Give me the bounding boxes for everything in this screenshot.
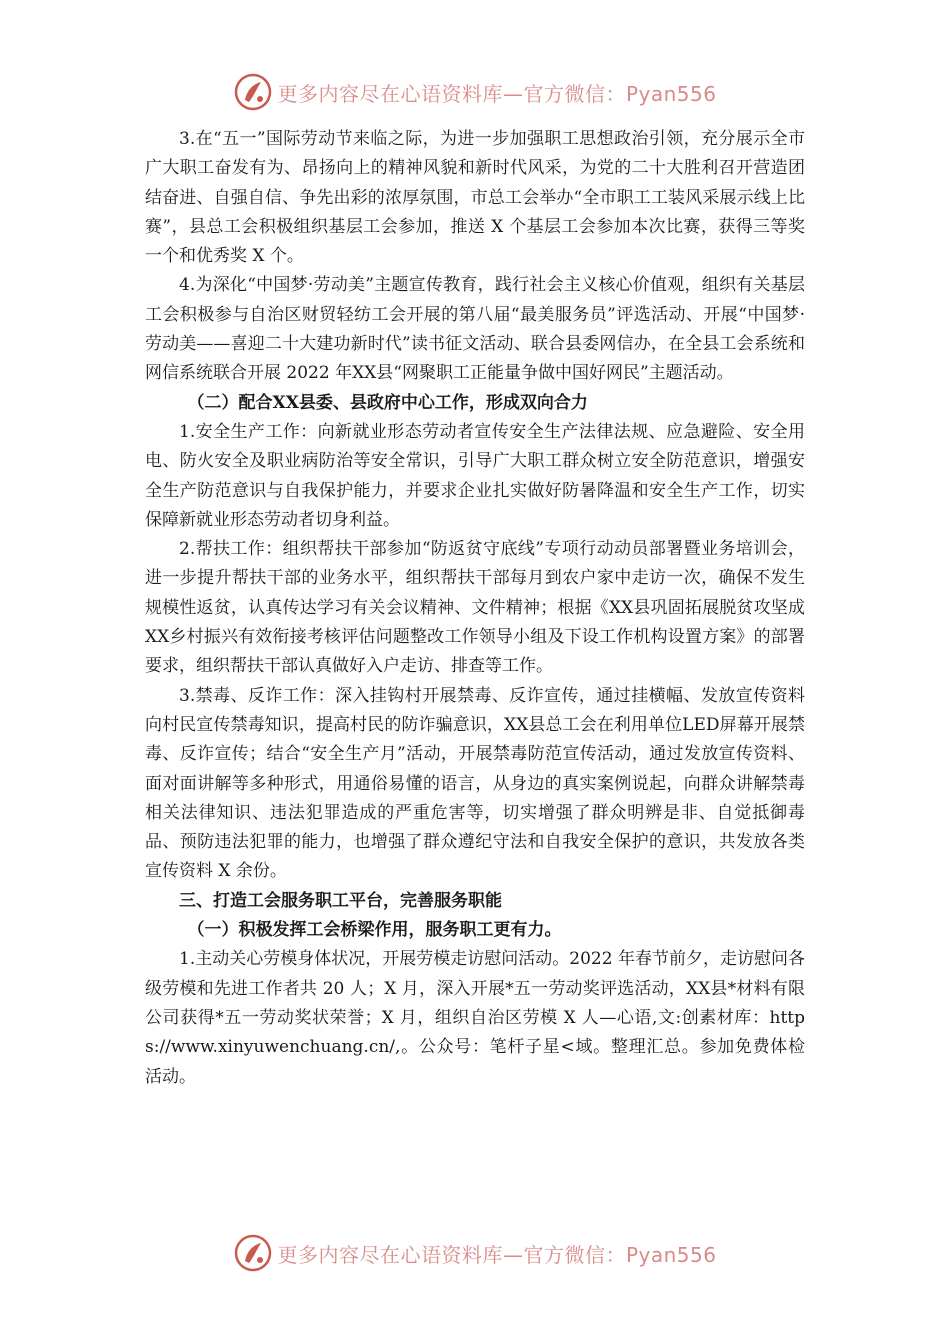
- watermark-banner-top: [0, 72, 950, 112]
- paragraph: 4.为深化“中国梦·劳动美”主题宣传教育，践行社会主义核心价值观，组织有关基层工会积极参与自治区财贸轻纺工会开展的第八届“最美服务员”评选活动、开展“中国梦·劳动美——喜迎二十大建功新时代”读书征文活动、联合县委网信办，在全县工会系统和网信系统联合开展 2022 年XX县“网聚职工正能量争做中国好网民”主题活动。: [145, 275, 805, 384]
- paragraph: 1.安全生产工作：向新就业形态劳动者宣传安全生产法律法规、应急避险、安全用电、防火安全及职业病防治等安全常识，引导广大职工群众树立安全防范意识，增强安全生产防范意识与自我保护能力，并要求企业扎实做好防暑降温和安全生产工作，切实保障新就业形态劳动者切身利益。: [145, 421, 805, 530]
- paragraph: 2.帮扶工作：组织帮扶干部参加“防返贫守底线”专项行动动员部署暨业务培训会，进一步提升帮扶干部的业务水平，组织帮扶干部每月到农户家中走访一次，确保不发生规模性返贫，认真传达学习有关会议精神、文件精神；根据《XX县巩固拓展脱贫攻坚成XX乡村振兴有效衔接考核评估问题整改工作领导小组及下设工作机构设置方案》的部署要求，组织帮扶干部认真做好入户走访、排查等工作。: [145, 539, 805, 677]
- seal-logo-icon: [233, 1233, 273, 1273]
- section-subheading: （二）配合XX县委、县政府中心工作，形成双向合力: [187, 392, 588, 413]
- paragraph: 1.主动关心劳模身体状况，开展劳模走访慰问活动。2022 年春节前夕，走访慰问各级劳模和先进工作者共 20 人；X 月，深入开展*五一劳动奖评选活动，XX县*材料有限公司获得*五一劳动奖状荣誉；X 月，组织自治区劳模 X 人—心语,文:创素材库：https://www.xinyuwenchuang.cn/,。公众号：笔杆子星<域。整理汇总。参加免费体检活动。: [145, 949, 805, 1087]
- paragraph: 3.禁毒、反诈工作：深入挂钩村开展禁毒、反诈宣传，通过挂横幅、发放宣传资料向村民宣传禁毒知识，提高村民的防诈骗意识，XX县总工会在利用单位LED屏幕开展禁毒、反诈宣传；结合“安全生产月”活动，开展禁毒防范宣传活动，通过发放宣传资料、面对面讲解等多种形式，用通俗易懂的语言，从身边的真实案例说起，向群众讲解禁毒相关法律知识、违法犯罪造成的严重危害等，切实增强了群众明辨是非、自觉抵御毒品、预防违法犯罪的能力，也增强了群众遵纪守法和自我安全保护的意识，共发放各类宣传资料 X 余份。: [145, 685, 805, 882]
- document-body: [145, 125, 805, 1092]
- watermark-text: 更多内容尽在心语资料库—官方微信：Pyan556: [277, 1242, 717, 1267]
- section-heading: 三、打造工会服务职工平台，完善服务职能: [179, 890, 502, 911]
- watermark-text: 更多内容尽在心语资料库—官方微信：Pyan556: [277, 81, 717, 106]
- paragraph: 3.在“五一”国际劳动节来临之际，为进一步加强职工思想政治引领，充分展示全市广大职工奋发有为、昂扬向上的精神风貌和新时代风采，为党的二十大胜利召开营造团结奋进、自强自信、争先出彩的浓厚氛围，市总工会举办“全市职工工装风采展示线上比赛”，县总工会积极组织基层工会参加，推送 X 个基层工会参加本次比赛，获得三等奖一个和优秀奖 X 个。: [145, 129, 805, 267]
- section-subheading: （一）积极发挥工会桥梁作用，服务职工更有力。: [187, 920, 562, 941]
- watermark-banner-bottom: [0, 1233, 950, 1273]
- seal-logo-icon: [233, 72, 273, 112]
